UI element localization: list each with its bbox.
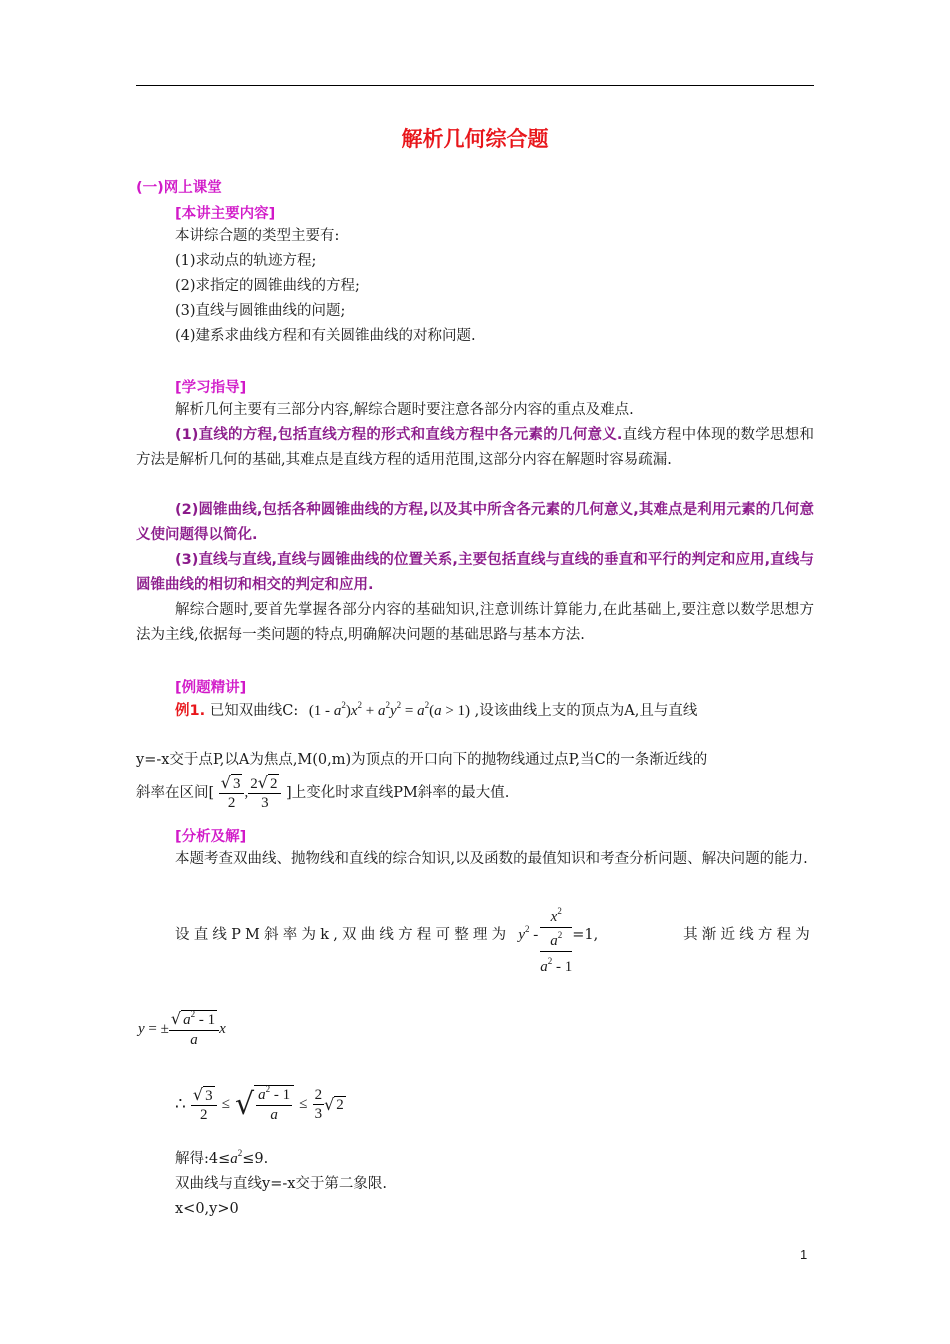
interval-open: 斜率在区间[ [136, 784, 215, 801]
x2-over-a2-fraction: $x^2$ $a^2$ $a^2 - 1$ [540, 906, 573, 975]
sqrt-fraction: $\frac{a^2 - 1}{a}$ [254, 1085, 294, 1124]
sign-condition: x<0,y>0 [175, 1201, 239, 1217]
guide-intro: 解析几何主要有三部分内容,解综合题时要注意各部分内容的重点及难点. [175, 402, 634, 418]
therefore-inequality: ∴ $\frac{√ 3}{2}$ ≤ √ $\frac{a^2 - 1}{a}$ ≤ $\frac{2}{3}$ √ 2 [175, 1084, 344, 1123]
guide-point-2: (2)圆锥曲线,包括各种圆锥曲线的方程,以及其中所含各元素的几何意义,其难点是利用元素的几何意义使问题得以简化. [136, 502, 814, 543]
main-item-2: (2)求指定的圆锥曲线的方程; [175, 278, 360, 294]
example-1-line-3: 斜率在区间[ $\frac{√ 3}{2}$ , $\frac{2√ 2}{3}$ ]上变化时求直线PM斜率的最大值. [136, 773, 510, 811]
setup-line [175, 908, 814, 977]
guide-conclusion: 解综合题时,要首先掌握各部分内容的基础知识,注意训练计算能力,在此基础上,要注意以数学思想方法为主线,依据每一类问题的特点,明确解决问题的基础思路与基本方法. [136, 602, 814, 643]
y-squared: $y^2$ - [518, 924, 539, 943]
example-1-given: 已知双曲线C: [209, 703, 299, 719]
interval-close: ]上变化时求直线PM斜率的最大值. [286, 784, 510, 801]
hyperbola-equation: $(1 - a^2)x^2 + a^2y^2 = a^2(a > 1)$ [308, 700, 471, 719]
setup-text: 设直线PM斜率为k,双曲线方程可整理为 [175, 927, 511, 943]
solution-line: 解得$:4\le a^2\le 9$. [175, 1148, 269, 1167]
subsection-main-content: [本讲主要内容] [175, 206, 276, 222]
example-1-line-1 [175, 702, 697, 722]
fraction-sqrt3-over-2: $\frac{√ 3}{2}$ [219, 774, 245, 812]
guide-point-3: (3)直线与直线,直线与圆锥曲线的位置关系,主要包括直线与直线的垂直和平行的判定和应用,直线与圆锥曲线的相切和相交的判定和应用. [136, 552, 814, 593]
main-intro: 本讲综合题的类型主要有: [175, 228, 340, 244]
asymptote-fraction: $\frac{√ a^2 - 1}{a}$ [169, 1010, 219, 1049]
main-item-3: (3)直线与圆锥曲线的问题; [175, 303, 346, 319]
subsection-analysis: [分析及解] [175, 829, 247, 845]
upper-bound-fraction: $\frac{2}{3}$ [314, 1087, 323, 1122]
page-title: 解析几何综合题 [401, 127, 549, 151]
subsection-guide: [学习指导] [175, 380, 247, 396]
guide-point-1-key: (1)直线的方程,包括直线方程的形式和直线方程中各元素的几何意义. [175, 427, 623, 443]
solution-text-end: ≤9. [242, 1151, 269, 1167]
setup-equals: =1, [572, 927, 599, 943]
asymptote-equation: y = ± $\frac{√ a^2 - 1}{a}$ x [138, 1009, 226, 1048]
lower-bound-fraction: $\frac{√ 3}{2}$ [191, 1086, 217, 1124]
header-rule [136, 85, 814, 86]
section-heading: (一)网上课堂 [136, 180, 222, 196]
subsection-examples: [例题精讲] [175, 680, 247, 696]
guide-point-1 [136, 423, 814, 473]
example-1-vertex: ,设该曲线上支的顶点为A,且与直线 [474, 703, 698, 719]
analysis-text: 本题考查双曲线、抛物线和直线的综合知识,以及函数的最值知识和考查分析问题、解决问题的能力. [175, 851, 808, 867]
fraction-2sqrt2-over-3: $\frac{2√ 2}{3}$ [248, 774, 281, 812]
main-item-4: (4)建系求曲线方程和有关圆锥曲线的对称问题. [175, 328, 476, 344]
solution-text: 解得:4≤ [175, 1151, 231, 1167]
quadrant-line: 双曲线与直线y=-x交于第二象限. [175, 1176, 388, 1192]
main-item-1: (1)求动点的轨迹方程; [175, 253, 317, 269]
setup-asymptote: 其渐近线方程为 [683, 927, 814, 943]
page-number: 1 [800, 1247, 808, 1262]
example-label: 例1. [175, 703, 206, 719]
guide-point-1-text: 直线方程中体现的数学思想和方法是解析几何的基础,其难点是直线方程的适用范围,这部分内容在解题时容易疏漏. [136, 427, 815, 468]
example-1-line-2: y=-x交于点P,以A为焦点,M(0,m)为顶点的开口向下的抛物线通过点P,当C的一条渐近线的 [136, 752, 708, 768]
